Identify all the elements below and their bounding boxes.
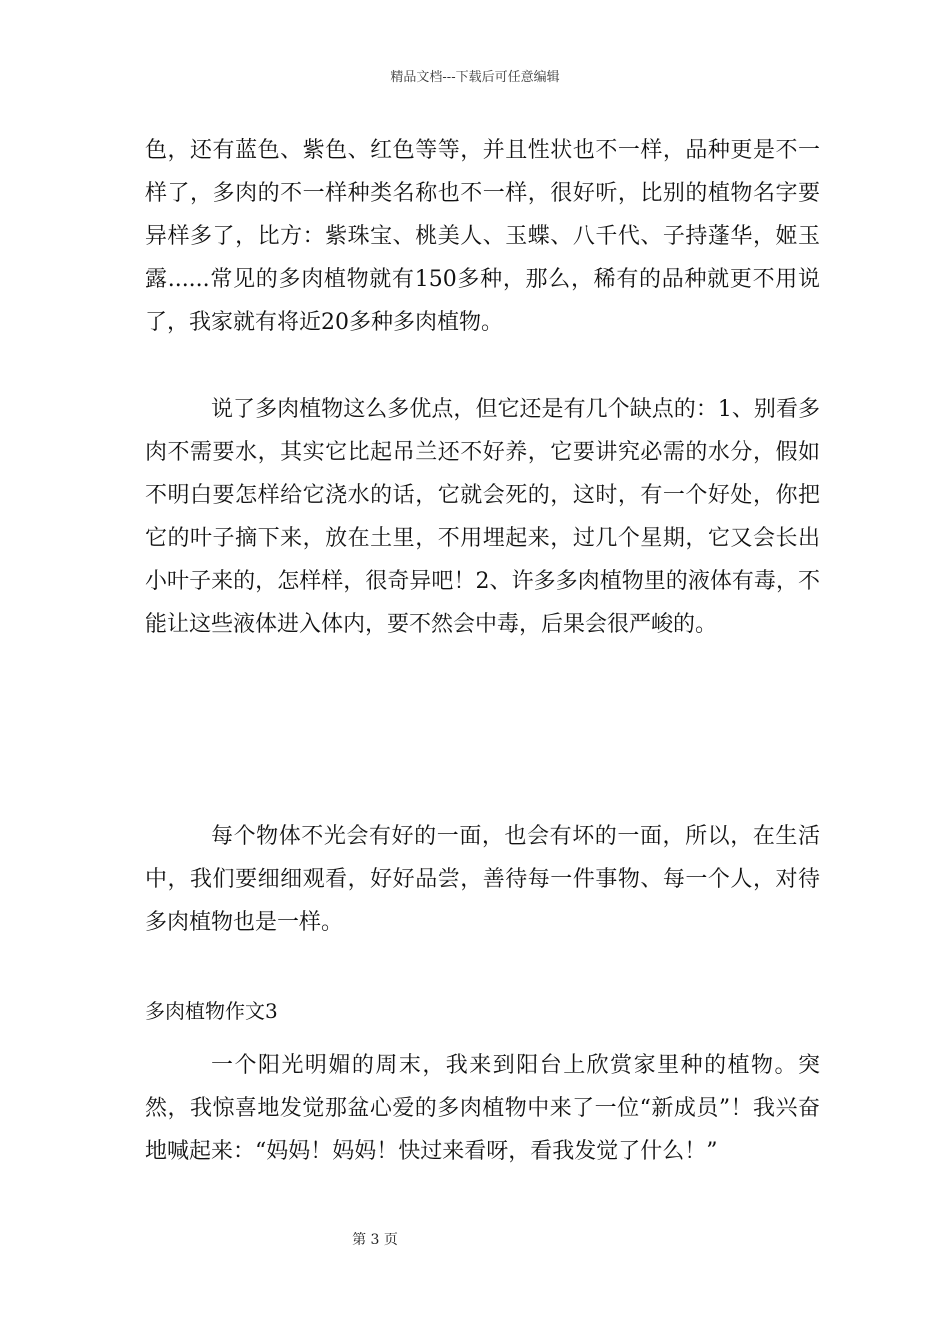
page-header: 精品文档---下载后可任意编辑 bbox=[390, 70, 560, 85]
paragraph-essay-3-intro: 一个阳光明媚的周末，我来到阳台上欣赏家里种的植物。突然，我惊喜地发觉那盆心爱的多肉植物中来了一位“新成员”！我兴奋地喊起来：“妈妈！妈妈！快过来看呀，看我发觉了什么！” bbox=[145, 1053, 820, 1164]
paragraph-block-2 bbox=[145, 388, 820, 646]
paragraph-block-4 bbox=[145, 1044, 820, 1173]
paragraph-drawbacks: 说了多肉植物这么多优点，但它还是有几个缺点的：1、别看多肉不需要水，其实它比起吊兰还不好养，它要讲究必需的水分，假如不明白要怎样给它浇水的话，它就会死的，这时，有一个好处，你把它的叶子摘下来，放在土里，不用埋起来，过几个星期，它又会长出小叶子来的，怎样样，很奇异吧！2、许多多肉植物里的液体有毒，不能让这些液体进入体内，要不然会中毒，后果会很严峻的。 bbox=[145, 397, 820, 637]
section-heading: 多肉植物作文3 bbox=[145, 999, 278, 1023]
paragraph-continuation: 色，还有蓝色、紫色、红色等等，并且性状也不一样，品种更是不一样了，多肉的不一样种类名称也不一样，很好听，比别的植物名字要异样多了，比方：紫珠宝、桃美人、玉蝶、八千代、子持蓬华，姬玉露......常见的多肉植物就有150多种，那么，稀有的品种就更不用说了，我家就有将近20多种多肉植物。 bbox=[145, 138, 820, 335]
paragraph-block-1 bbox=[145, 129, 820, 344]
page-number: 第 3 页 bbox=[352, 1232, 398, 1248]
paragraph-block-3 bbox=[145, 815, 820, 944]
paragraph-conclusion: 每个物体不光会有好的一面，也会有坏的一面，所以，在生活中，我们要细细观看，好好品尝，善待每一件事物、每一个人，对待多肉植物也是一样。 bbox=[145, 824, 820, 935]
